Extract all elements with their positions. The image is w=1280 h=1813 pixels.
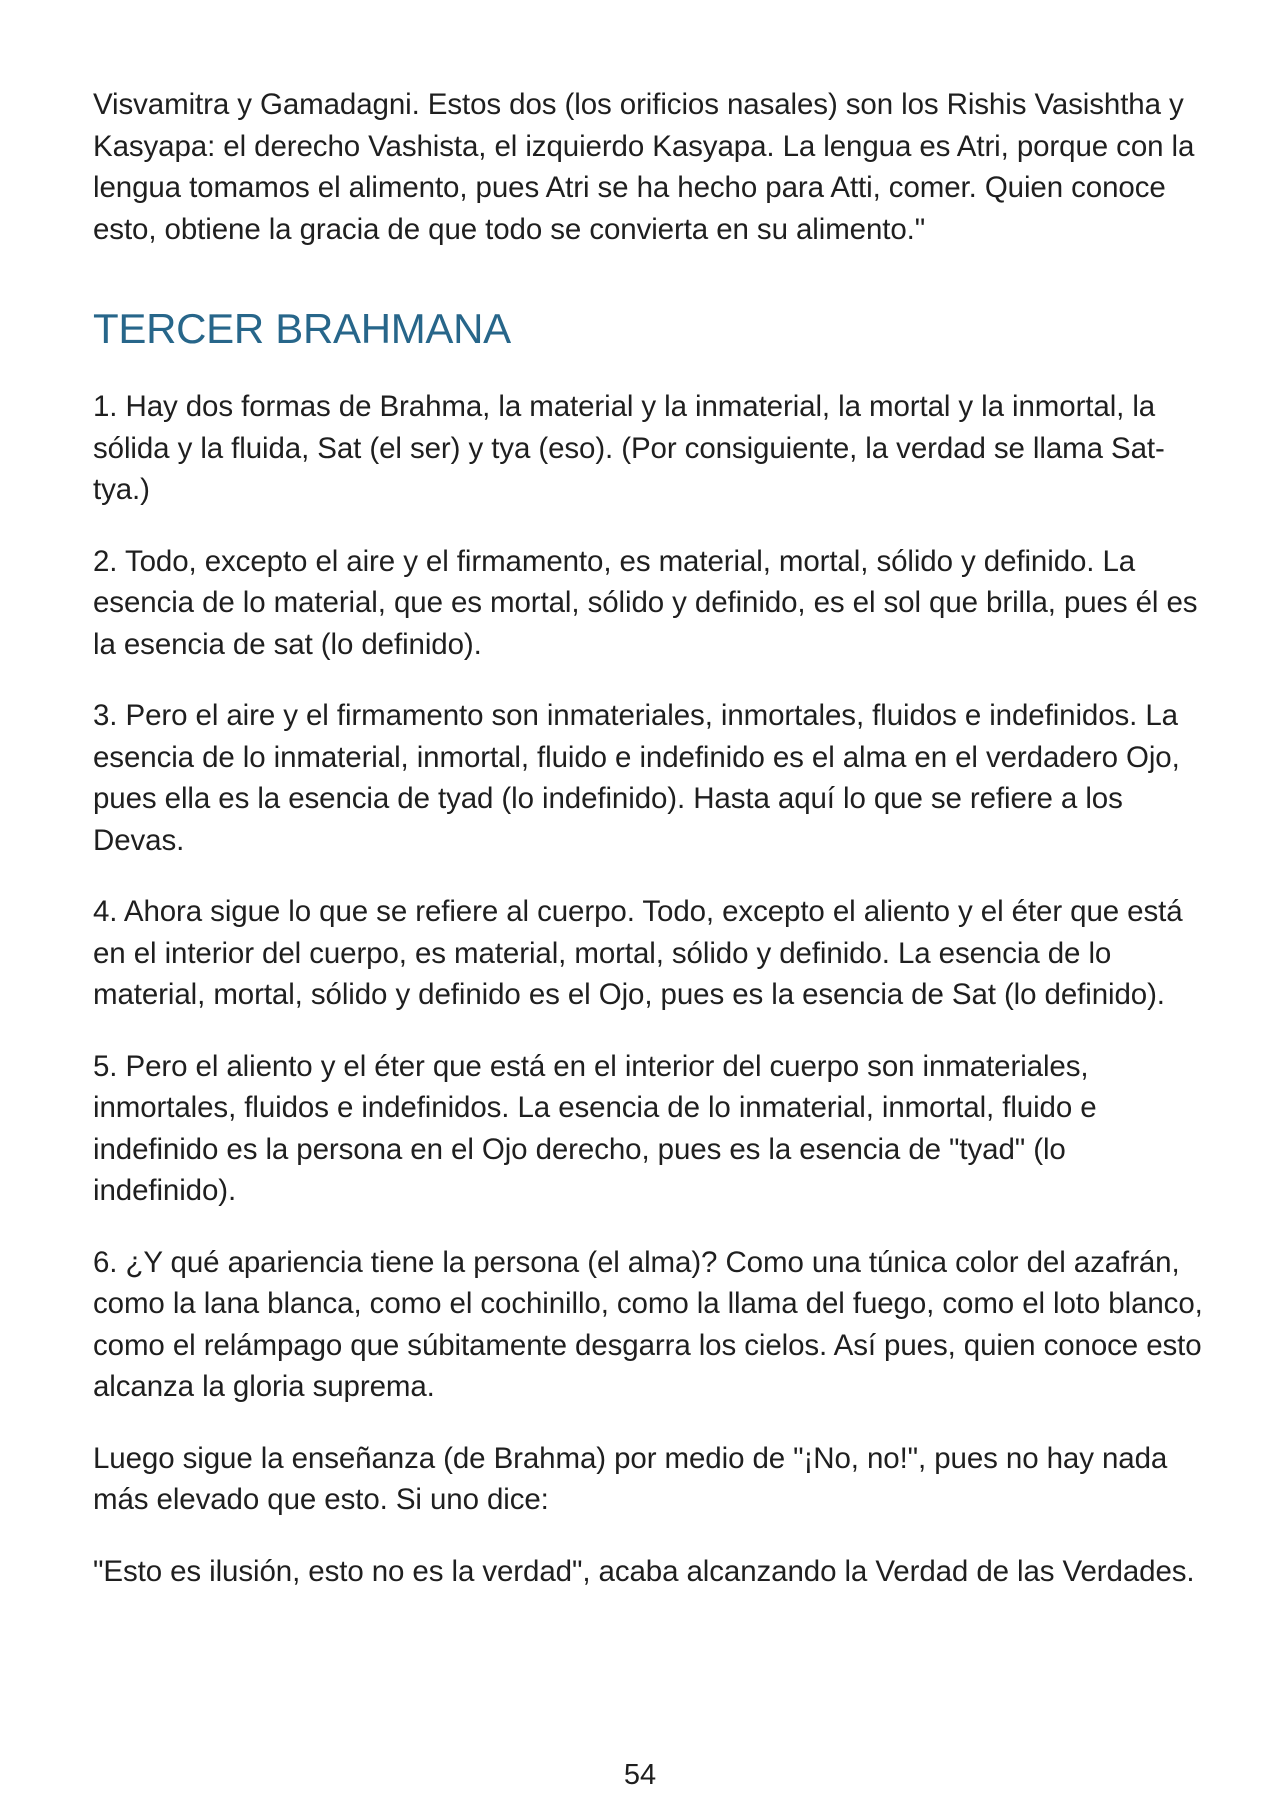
paragraph-4: 4. Ahora sigue lo que se refiere al cuerpo. Todo, excepto el aliento y el éter que está en el interior del cuerpo, es material, mortal, sólido y definido. La esencia de lo material, mortal, sólido y definido es el Ojo, pues es la esencia de Sat (lo definido). [93, 895, 1183, 1011]
section-title: TERCER BRAHMANA [93, 305, 511, 352]
paragraph-3: 3. Pero el aire y el firmamento son inmateriales, inmortales, fluidos e indefinidos. La esencia de lo inmaterial, inmortal, fluido e indefinido es el alma en el verdadero Ojo, pues ella es la esencia de tyad (lo indefinido). Hasta aquí lo que se refiere a los Devas. [93, 699, 1180, 857]
paragraph-quote: "Esto es ilusión, esto no es la verdad", acaba alcanzando la Verdad de las Verdades. [93, 1554, 1195, 1588]
paragraph-5: 5. Pero el aliento y el éter que está en el interior del cuerpo son inmateriales, inmortales, fluidos e indefinidos. La esencia de lo inmaterial, inmortal, fluido e indefinido es la persona en el Ojo derecho, pues es la esencia de "tyad" (lo indefinido). [93, 1049, 1097, 1207]
page-content [93, 84, 1213, 1622]
paragraph-1: 1. Hay dos formas de Brahma, la material y la inmaterial, la mortal y la inmortal, la sólida y la fluida, Sat (el ser) y tya (eso). (Por consiguiente, la verdad se llama Sat-tya.) [93, 390, 1165, 506]
paragraph-teaching: Luego sigue la enseñanza (de Brahma) por medio de "¡No, no!", pues no hay nada más elevado que esto. Si uno dice: [93, 1441, 1168, 1516]
paragraph-2: 2. Todo, excepto el aire y el firmamento, es material, mortal, sólido y definido. La esencia de lo material, que es mortal, sólido y definido, es el sol que brilla, pues él es la esencia de sat (lo definido). [93, 544, 1198, 661]
page-number: 54 [623, 1759, 657, 1791]
paragraph-6: 6. ¿Y qué apariencia tiene la persona (el alma)? Como una túnica color del azafrán, como la lana blanca, como el cochinillo, como la llama del fuego, como el loto blanco, como el relámpago que súbitamente desgarra los cielos. Así pues, quien conoce esto alcanza la gloria suprema. [93, 1245, 1203, 1403]
intro-paragraph: Visvamitra y Gamadagni. Estos dos (los orificios nasales) son los Rishis Vasishtha y Kasyapa: el derecho Vashista, el izquierdo Kasyapa. La lengua es Atri, porque con la lengua tomamos el alimento, pues Atri se ha hecho para Atti, comer. Quien conoce esto, obtiene la gracia de que todo se convierta en su alimento." [93, 88, 1195, 246]
